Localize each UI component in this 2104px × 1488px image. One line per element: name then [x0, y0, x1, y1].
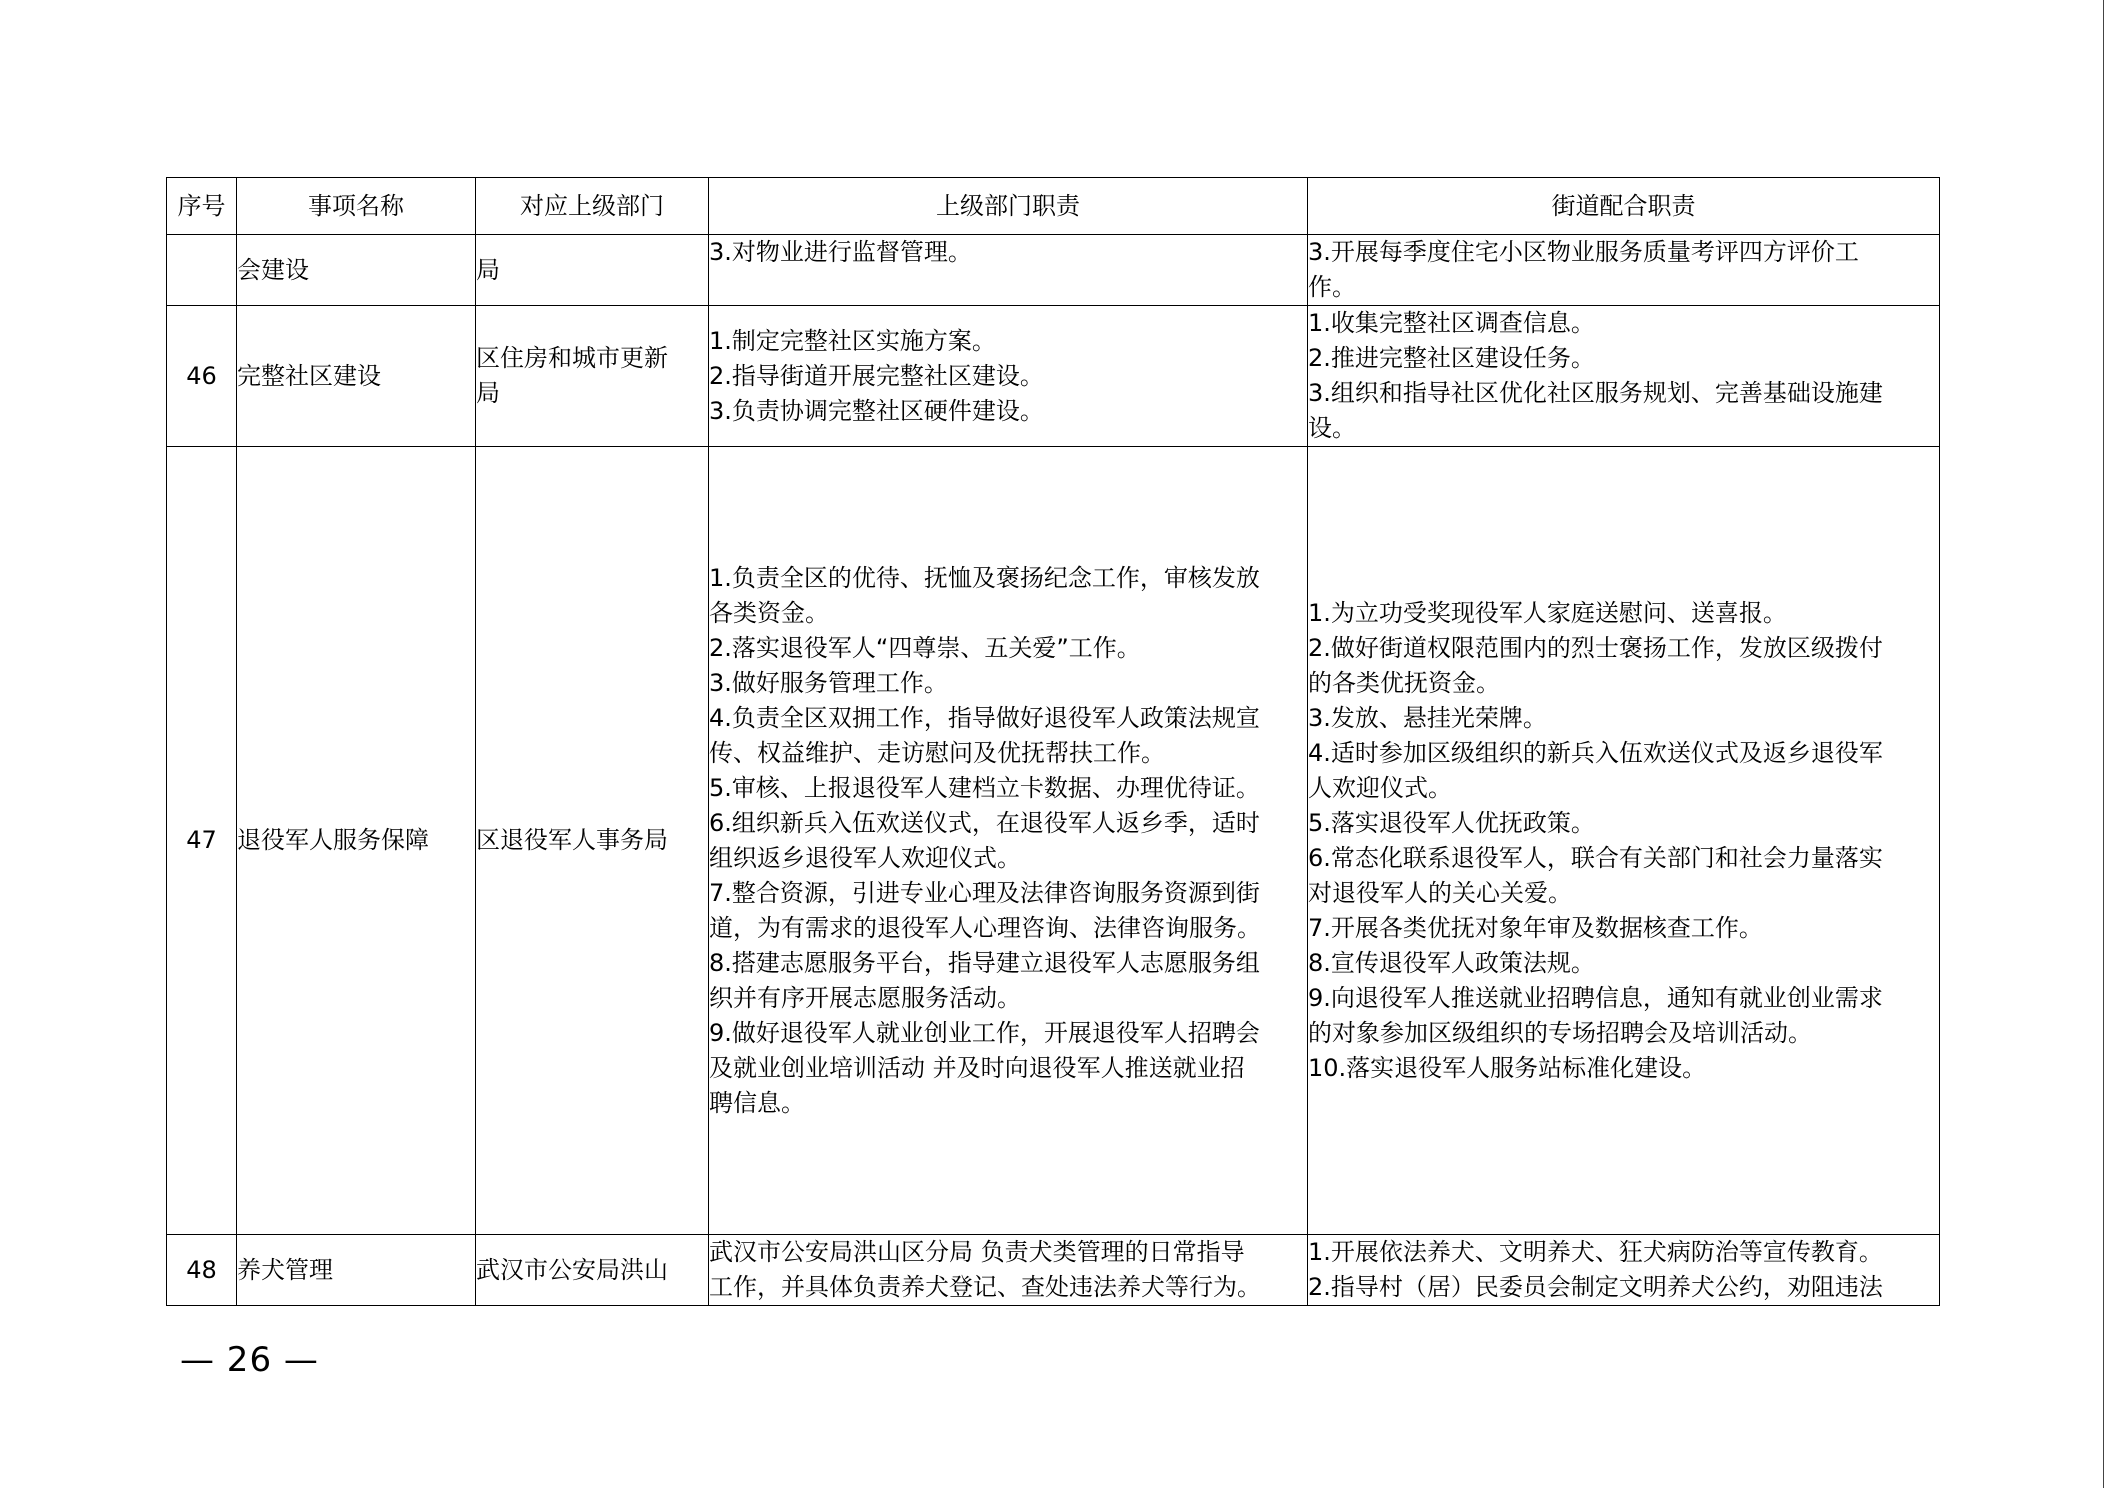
- header-upper-dept: 对应上级部门: [476, 178, 709, 235]
- header-street-duties: 街道配合职责: [1308, 178, 1940, 235]
- row-upper-duties: 3.对物业进行监督管理。: [709, 235, 1308, 306]
- row-no: 46: [167, 306, 237, 447]
- row-upper-dept: 区住房和城市更新 局: [476, 306, 709, 447]
- row-no: [167, 235, 237, 306]
- table-row: [167, 306, 1940, 447]
- table-row: [167, 235, 1940, 306]
- row-street-duties: 1.为立功受奖现役军人家庭送慰问、送喜报。 2.做好街道权限范围内的烈士褒扬工作，发放区级拨付 的各类优抚资金。 3.发放、悬挂光荣牌。 4.适时参加区级组织的新兵入伍欢送仪式及返乡退役军 人欢迎仪式。 5.落实退役军人优抚政策。 6.常态化联系退役军人，联合有关部门和社会力量落实 对退役军人的关心关爱。 7.开展各类优抚对象年审及数据核查工作。 8.宣传退役军人政策法规。 9.向退役军人推送就业招聘信息，通知有就业创业需求 的对象参加区级组织的专场招聘会及培训活动。 10.落实退役军人服务站标准化建设。: [1308, 447, 1940, 1235]
- row-upper-duties: 1.制定完整社区实施方案。 2.指导街道开展完整社区建设。 3.负责协调完整社区硬件建设。: [709, 306, 1308, 447]
- row-upper-duties: 武汉市公安局洪山区分局 负责犬类管理的日常指导 工作，并具体负责养犬登记、查处违法养犬等行为。: [709, 1235, 1308, 1306]
- row-item-name: 养犬管理: [237, 1235, 476, 1306]
- table-row: [167, 1235, 1940, 1306]
- page-number: — 26 —: [180, 1340, 319, 1380]
- row-no: 47: [167, 447, 237, 1235]
- row-no: 48: [167, 1235, 237, 1306]
- row-street-duties: 3.开展每季度住宅小区物业服务质量考评四方评价工 作。: [1308, 235, 1940, 306]
- duties-table: [166, 177, 1940, 1306]
- header-no: 序号: [167, 178, 237, 235]
- header-upper-duties: 上级部门职责: [709, 178, 1308, 235]
- row-item-name: 会建设: [237, 235, 476, 306]
- row-item-name: 退役军人服务保障: [237, 447, 476, 1235]
- row-upper-dept: 武汉市公安局洪山: [476, 1235, 709, 1306]
- row-upper-dept: 区退役军人事务局: [476, 447, 709, 1235]
- table-header-row: [167, 178, 1940, 235]
- table-row: [167, 447, 1940, 1235]
- row-street-duties: 1.开展依法养犬、文明养犬、狂犬病防治等宣传教育。 2.指导村（居）民委员会制定文明养犬公约，劝阻违法: [1308, 1235, 1940, 1306]
- header-item-name: 事项名称: [237, 178, 476, 235]
- row-street-duties: 1.收集完整社区调查信息。 2.推进完整社区建设任务。 3.组织和指导社区优化社区服务规划、完善基础设施建 设。: [1308, 306, 1940, 447]
- row-item-name: 完整社区建设: [237, 306, 476, 447]
- row-upper-duties: 1.负责全区的优待、抚恤及褒扬纪念工作，审核发放 各类资金。 2.落实退役军人“四尊崇、五关爱”工作。 3.做好服务管理工作。 4.负责全区双拥工作，指导做好退役军人政策法规宣 传、权益维护、走访慰问及优抚帮扶工作。 5.审核、上报退役军人建档立卡数据、办理优待证。 6.组织新兵入伍欢送仪式，在退役军人返乡季，适时 组织返乡退役军人欢迎仪式。 7.整合资源，引进专业心理及法律咨询服务资源到街 道，为有需求的退役军人心理咨询、法律咨询服务。 8.搭建志愿服务平台，指导建立退役军人志愿服务组 织并有序开展志愿服务活动。 9.做好退役军人就业创业工作，开展退役军人招聘会 及就业创业培训活动 并及时向退役军人推送就业招 聘信息。: [709, 447, 1308, 1235]
- row-upper-dept: 局: [476, 235, 709, 306]
